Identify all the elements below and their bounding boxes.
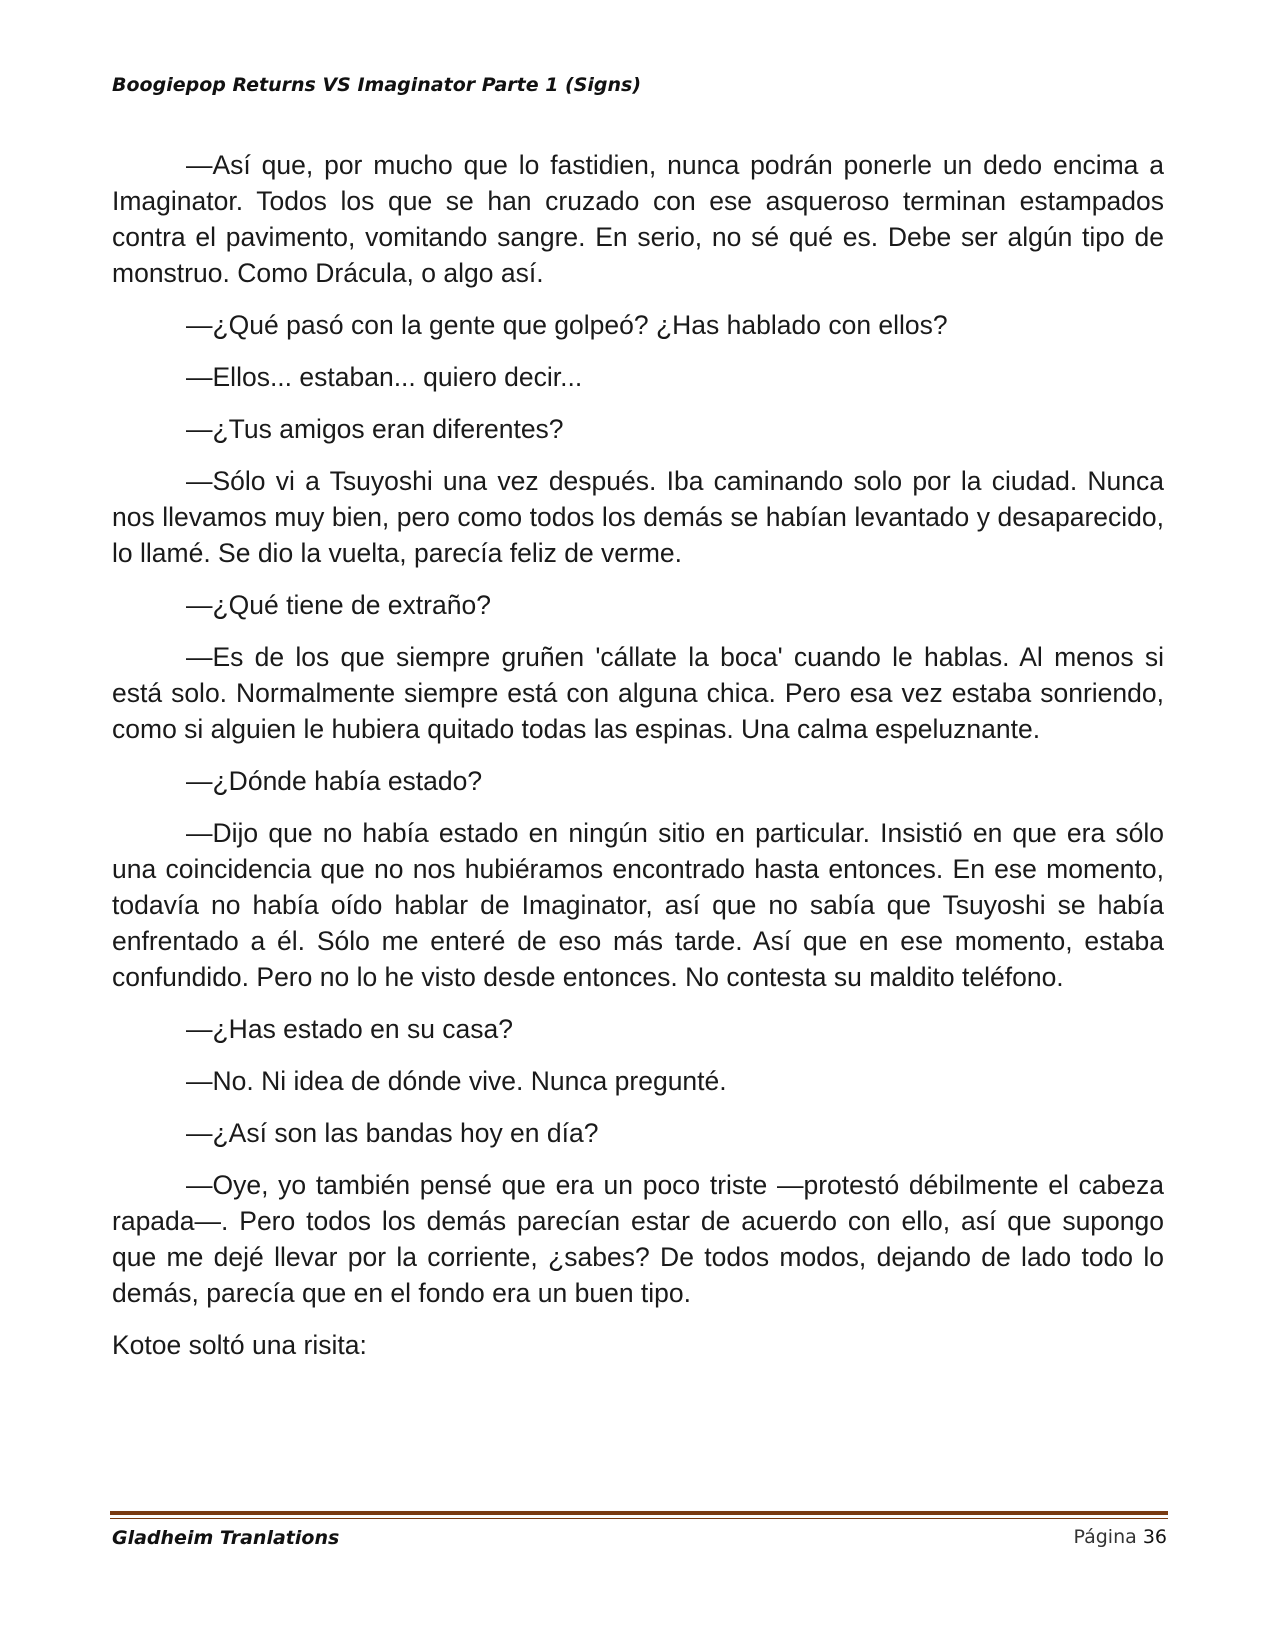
paragraph: —Ellos... estaban... quiero decir...: [186, 362, 583, 392]
paragraph: —Así que, por mucho que lo fastidien, nunca podrán ponerle un dedo encima a Imaginator. Todos los que se han cruzado con ese asqueroso terminan estampados contra el pavimento, vomitando sangre. En serio, no sé qué es. Debe ser algún tipo de monstruo. Como Drácula, o algo así.: [112, 150, 1164, 288]
paragraph: —¿Tus amigos eran diferentes?: [186, 414, 564, 444]
page-header-title: Boogiepop Returns VS Imaginator Parte 1 (Signs): [112, 74, 642, 96]
paragraph: —¿Dónde había estado?: [186, 766, 483, 796]
paragraph: —Sólo vi a Tsuyoshi una vez después. Iba caminando solo por la ciudad. Nunca nos llevamos muy bien, pero como todos los demás se habían levantado y desaparecido, lo llamé. Se dio la vuelta, parecía feliz de verme.: [112, 466, 1164, 568]
footer-rule-thin: [110, 1518, 1168, 1519]
paragraph: —¿Así son las bandas hoy en día?: [186, 1118, 599, 1148]
paragraph: —¿Qué tiene de extraño?: [186, 590, 491, 620]
paragraph: Kotoe soltó una risita:: [112, 1330, 367, 1360]
paragraph: —Dijo que no había estado en ningún sitio en particular. Insistió en que era sólo una coincidencia que no nos hubiéramos encontrado hasta entonces. En ese momento, todavía no había oído hablar de Imaginator, así que no sabía que Tsuyoshi se había enfrentado a él. Sólo me enteré de eso más tarde. Así que en ese momento, estaba confundido. Pero no lo he visto desde entonces. No contesta su maldito teléfono.: [112, 818, 1164, 992]
body-text: [112, 147, 1164, 1379]
paragraph: —Es de los que siempre gruñen 'cállate la boca' cuando le hablas. Al menos si está solo. Normalmente siempre está con alguna chica. Pero esa vez estaba sonriendo, como si alguien le hubiera quitado todas las espinas. Una calma espeluznante.: [112, 642, 1164, 744]
page-number: 36: [1142, 1526, 1167, 1548]
paragraph: —¿Has estado en su casa?: [186, 1014, 514, 1044]
paragraph: —Oye, yo también pensé que era un poco triste —protestó débilmente el cabeza rapada—. Pero todos los demás parecían estar de acuerdo con ello, así que supongo que me dejé llevar por la corriente, ¿sabes? De todos modos, dejando de lado todo lo demás, parecía que en el fondo era un buen tipo.: [112, 1170, 1164, 1308]
paragraph: —No. Ni idea de dónde vive. Nunca pregunté.: [186, 1066, 727, 1096]
paragraph: —¿Qué pasó con la gente que golpeó? ¿Has hablado con ellos?: [186, 310, 948, 340]
footer-rule: [110, 1511, 1168, 1515]
page-label: Página: [1073, 1526, 1137, 1548]
footer-credit: Gladheim Tranlations: [112, 1527, 340, 1549]
page-number-block: [1073, 1526, 1167, 1548]
